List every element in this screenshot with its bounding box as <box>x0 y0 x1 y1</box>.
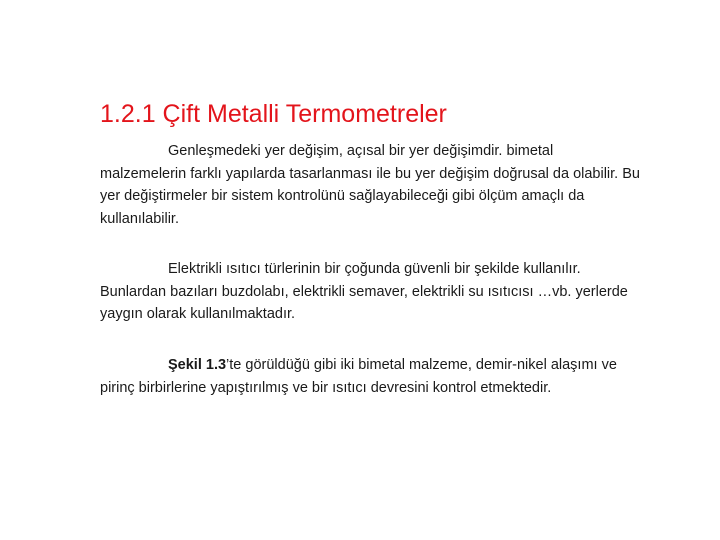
section-title: 1.2.1 Çift Metalli Termometreler <box>100 100 447 128</box>
paragraph-heaters: Elektrikli ısıtıcı türlerinin bir çoğunda güvenli bir şekilde kullanılır. Bunlardan bazıları buzdolabı, elektrikli semaver, elektrikli su ısıtıcısı …vb. yerlerde yaygın olarak kullanılmaktadır. <box>100 261 628 322</box>
paragraph-expansion: Genleşmedeki yer değişim, açısal bir yer değişimdir. bimetal malzemelerin farklı yapılarda tasarlanması ile bu yer değişim doğrusal da olabilir. Bu yer değiştirmeler bir sistem kontrolünü sağlayabileceği gibi ölçüm amaçlı da kullanılabilir. <box>100 143 640 227</box>
figure-reference: Şekil 1.3 <box>168 357 227 373</box>
paragraph-figure-reference <box>100 354 640 399</box>
figure-description: ’te görüldüğü gibi iki bimetal malzeme, demir-nikel alaşımı ve pirinç birbirlerine yapıştırılmış ve bir ısıtıcı devresini kontrol etmektedir. <box>100 357 617 396</box>
